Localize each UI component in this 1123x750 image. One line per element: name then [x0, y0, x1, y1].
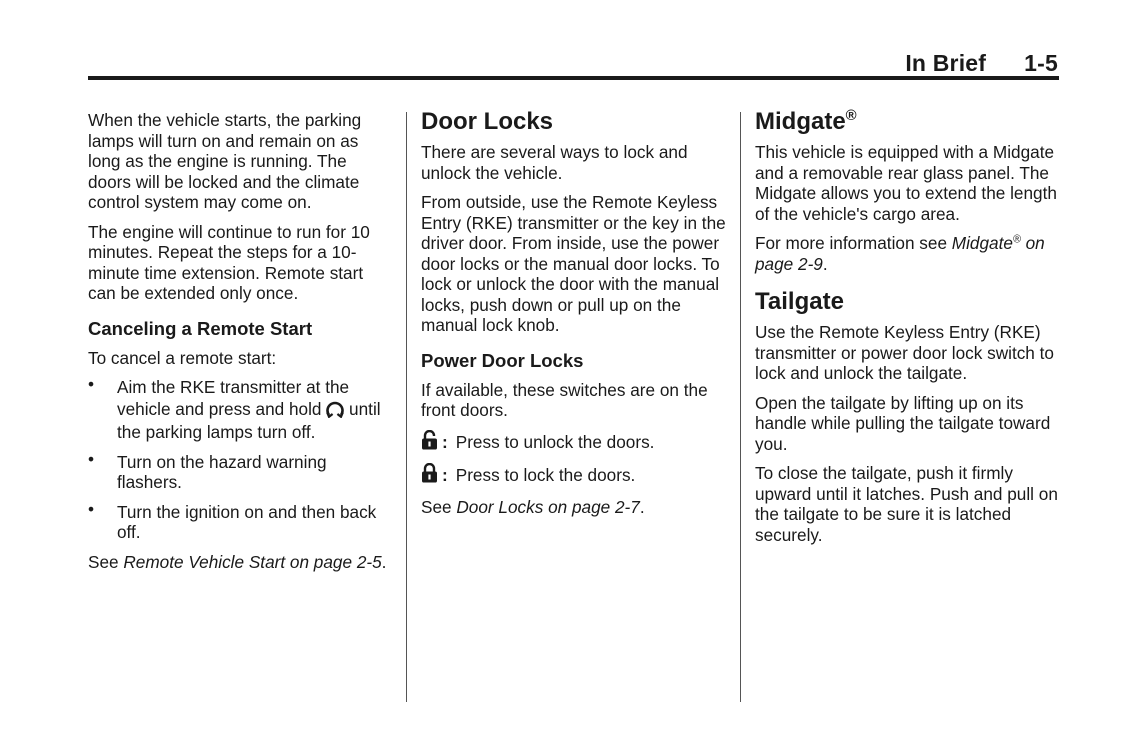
see-suffix: .: [639, 496, 645, 517]
colon: :: [442, 465, 448, 485]
see-suffix: .: [381, 551, 387, 572]
see-prefix: For more information see: [755, 233, 947, 253]
subheading-canceling-remote-start: Canceling a Remote Start: [88, 317, 313, 339]
bullet-text: Aim the RKE transmitter at the vehicle and press and hold: [117, 377, 350, 419]
colon: :: [442, 431, 448, 452]
bullet-text: Turn on the hazard warning flashers.: [117, 451, 327, 492]
reference-link-remote-vehicle-start[interactable]: Remote Vehicle Start on page 2-5: [123, 551, 382, 572]
see-suffix: .: [822, 253, 828, 274]
see-prefix: See: [88, 551, 119, 572]
remote-start-icon: [326, 398, 344, 423]
subheading-power-door-locks: Power Door Locks: [421, 349, 584, 371]
lock-row: [421, 463, 726, 488]
paragraph: This vehicle is equipped with a Midgate and a removable rear glass panel. The Midgate allows you to extend the length of the vehicle's cargo area.: [755, 142, 1057, 224]
column-2: [421, 108, 726, 526]
paragraph: If available, these switches are on the front doors.: [421, 379, 708, 420]
page-number: 1-5: [1024, 50, 1058, 76]
column-divider-1: [406, 112, 407, 702]
list-item: [88, 498, 390, 543]
bullet-glyph: •: [88, 448, 95, 469]
heading-door-locks: Door Locks: [421, 108, 554, 135]
unlock-icon: [421, 430, 438, 455]
lock-icon: [421, 463, 438, 488]
header-rule: [88, 76, 1059, 80]
link-text: on page 2-9: [755, 233, 1045, 274]
bullet-text: Turn the ignition on and then back off.: [117, 501, 377, 542]
cross-reference: [755, 233, 1059, 274]
list-item: [88, 448, 390, 493]
paragraph: To close the tailgate, push it firmly upward until it latches. Push and pull on the tailgate to be sure it is latched securely.: [755, 463, 1058, 545]
unlock-row: [421, 430, 726, 455]
bullet-glyph: •: [88, 498, 95, 519]
unlock-description: Press to unlock the doors.: [455, 431, 655, 452]
heading-text: Midgate: [755, 108, 846, 135]
column-1: [88, 110, 390, 581]
paragraph: The engine will continue to run for 10 minutes. Repeat the steps for a 10-minute time extension. Remote start can be extended only once.: [88, 221, 370, 303]
cross-reference: [88, 552, 390, 573]
list-item: [88, 374, 390, 443]
reference-link-door-locks[interactable]: Door Locks on page 2-7: [456, 496, 640, 517]
heading-midgate: [755, 108, 1059, 136]
paragraph: Open the tailgate by lifting up on its handle while pulling the tailgate toward you.: [755, 392, 1051, 454]
link-text: Midgate: [951, 233, 1013, 253]
paragraph: To cancel a remote start:: [88, 347, 277, 368]
paragraph: When the vehicle starts, the parking lamps will turn on and remain on as long as the engine is running. The doors will be locked and the climate control system may come on.: [88, 110, 362, 212]
cross-reference: [421, 497, 726, 518]
page-header: [905, 50, 1058, 77]
heading-tailgate: Tailgate: [755, 288, 844, 315]
column-divider-2: [740, 112, 741, 702]
paragraph: Use the Remote Keyless Entry (RKE) transmitter or power door lock switch to lock and unlock the tailgate.: [755, 322, 1054, 383]
registered-mark: ®: [845, 108, 857, 124]
registered-mark: ®: [1012, 233, 1021, 246]
bullet-list: [88, 374, 390, 543]
section-title: In Brief: [905, 50, 987, 76]
lock-description: Press to lock the doors.: [455, 465, 636, 485]
paragraph: From outside, use the Remote Keyless Entry (RKE) transmitter or the key in the driver door. From inside, use the power door locks or the manual door locks. To lock or unlock the door with the manual locks, push down or pull up on the manual lock knob.: [421, 192, 726, 335]
see-prefix: See: [421, 496, 452, 517]
paragraph: There are several ways to lock and unlock the vehicle.: [421, 142, 688, 183]
bullet-glyph: •: [88, 374, 95, 394]
column-3: [755, 108, 1059, 554]
bullet-text: until the parking lamps turn off.: [117, 398, 381, 442]
